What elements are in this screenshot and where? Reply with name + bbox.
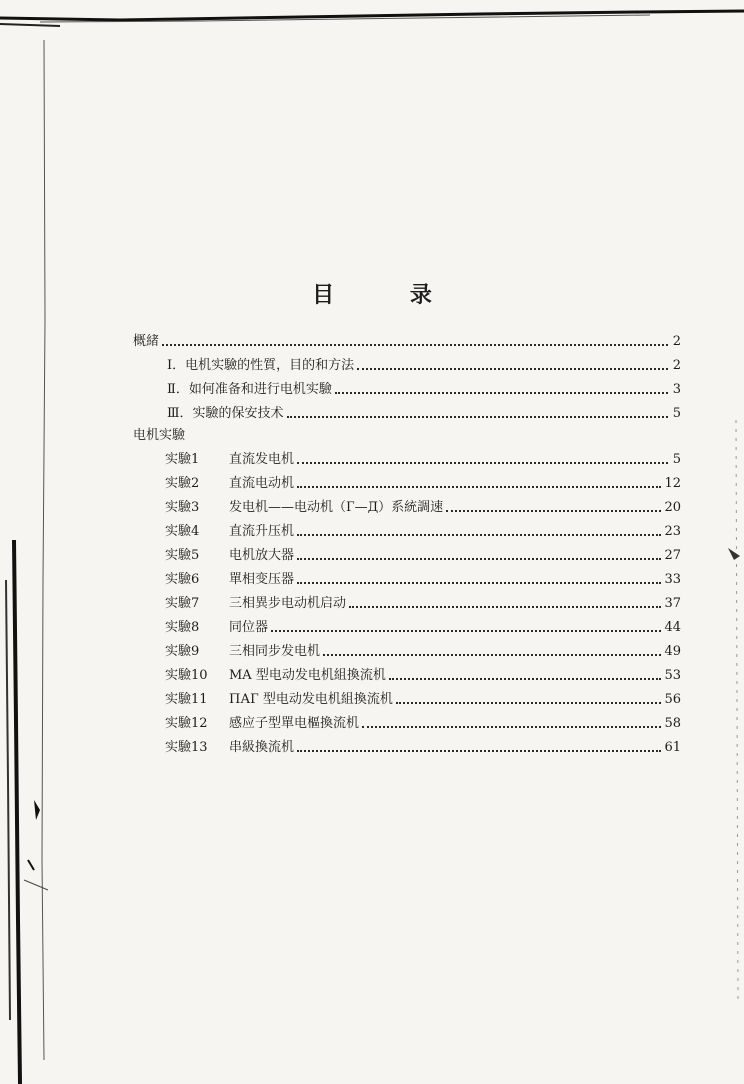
toc-entry	[133, 492, 681, 516]
toc-entry-page: 12	[664, 476, 681, 491]
toc-entry-title: 电机实驗	[133, 428, 186, 443]
toc-entry	[133, 660, 681, 684]
dot-leader	[323, 654, 661, 656]
dot-leader	[396, 702, 662, 704]
toc-entry-number: 实驗13	[165, 740, 208, 755]
toc-entry-page: 5	[672, 452, 681, 467]
dot-leader	[297, 534, 661, 536]
toc-entry-number: 实驗12	[165, 716, 208, 731]
dot-leader	[271, 630, 661, 632]
toc-entry-title: MA 型电动发电机組換流机	[229, 668, 386, 683]
dot-leader	[297, 558, 661, 560]
toc-entry-title: Ⅰ．电机实驗的性質，目的和方法	[167, 358, 355, 373]
toc-entry	[133, 326, 681, 350]
toc-entry-number: 实驗1	[165, 452, 200, 467]
toc-entry-page: 20	[664, 500, 681, 515]
dot-leader	[362, 726, 661, 728]
dot-leader	[297, 750, 661, 752]
toc-entry-title: 三相異步电动机启动	[229, 596, 347, 611]
toc-entry-page: 61	[664, 740, 681, 755]
toc-entry	[133, 684, 681, 708]
dot-leader	[335, 392, 668, 394]
toc-entry-title: Ⅲ．实驗的保安技术	[167, 406, 284, 421]
toc-entry-page: 58	[664, 716, 681, 731]
toc-entry-number: 实驗3	[165, 500, 200, 515]
toc-entry	[133, 468, 681, 492]
scan-edge-top	[0, 8, 744, 30]
toc-entry	[133, 636, 681, 660]
toc-entry-title: 直流发电机	[229, 452, 295, 467]
toc-entry-number: 实驗10	[165, 668, 208, 683]
toc-entry-number: 实驗5	[165, 548, 200, 563]
toc-entry	[133, 374, 681, 398]
toc-entry-number: 实驗11	[165, 692, 208, 707]
scan-edge-right	[714, 0, 744, 1084]
toc-entry-title: 感应子型單电樞換流机	[229, 716, 360, 731]
toc-entry	[133, 708, 681, 732]
dot-leader	[287, 416, 668, 418]
toc-entry	[133, 612, 681, 636]
toc-entry-title: Ⅱ．如何准备和进行电机实驗	[167, 382, 332, 397]
table-of-contents	[133, 326, 681, 756]
toc-entry	[133, 422, 681, 444]
toc-entry-number: 实驗7	[165, 596, 200, 611]
dot-leader	[297, 582, 661, 584]
toc-entry-page: 49	[664, 644, 681, 659]
toc-entry-title: 三相同步发电机	[229, 644, 321, 659]
dot-leader	[349, 606, 661, 608]
toc-entry-number: 实驗6	[165, 572, 200, 587]
toc-entry	[133, 732, 681, 756]
toc-entry-page: 2	[672, 334, 681, 349]
toc-entry	[133, 540, 681, 564]
toc-entry-number: 实驗2	[165, 476, 200, 491]
toc-entry-title: 发电机——电动机（Г—Д）系統調速	[229, 500, 444, 515]
toc-entry-page: 23	[664, 524, 681, 539]
toc-entry-number: 实驗9	[165, 644, 200, 659]
dot-leader	[357, 368, 668, 370]
toc-entry-page: 5	[672, 406, 681, 421]
dot-leader	[297, 462, 668, 464]
toc-entry-page: 53	[664, 668, 681, 683]
toc-entry-title: 直流升压机	[229, 524, 295, 539]
toc-entry-title: 同位器	[229, 620, 269, 635]
scan-edge-left	[0, 20, 60, 1084]
toc-entry-number: 实驗8	[165, 620, 200, 635]
toc-entry	[133, 564, 681, 588]
toc-entry-number: 实驗4	[165, 524, 200, 539]
toc-entry-page: 33	[664, 572, 681, 587]
toc-entry-title: 單相变压器	[229, 572, 295, 587]
toc-entry-title: 电机放大器	[229, 548, 295, 563]
toc-entry-page: 3	[672, 382, 681, 397]
toc-entry-title: 概緒	[133, 334, 160, 349]
toc-entry	[133, 444, 681, 468]
toc-entry-page: 44	[664, 620, 681, 635]
toc-entry-title: ПАГ 型电动发电机組換流机	[229, 692, 393, 707]
toc-entry	[133, 516, 681, 540]
toc-entry	[133, 398, 681, 422]
toc-entry-page: 56	[664, 692, 681, 707]
dot-leader	[297, 486, 661, 488]
toc-entry-page: 37	[664, 596, 681, 611]
dot-leader	[389, 678, 662, 680]
dot-leader	[446, 510, 661, 512]
toc-entry-title: 串級換流机	[229, 740, 295, 755]
dot-leader	[162, 344, 668, 346]
toc-entry-page: 2	[672, 358, 681, 373]
toc-entry-page: 27	[664, 548, 681, 563]
page-title: 目 录	[312, 283, 466, 308]
toc-entry	[133, 350, 681, 374]
toc-entry-title: 直流电动机	[229, 476, 295, 491]
toc-entry	[133, 588, 681, 612]
